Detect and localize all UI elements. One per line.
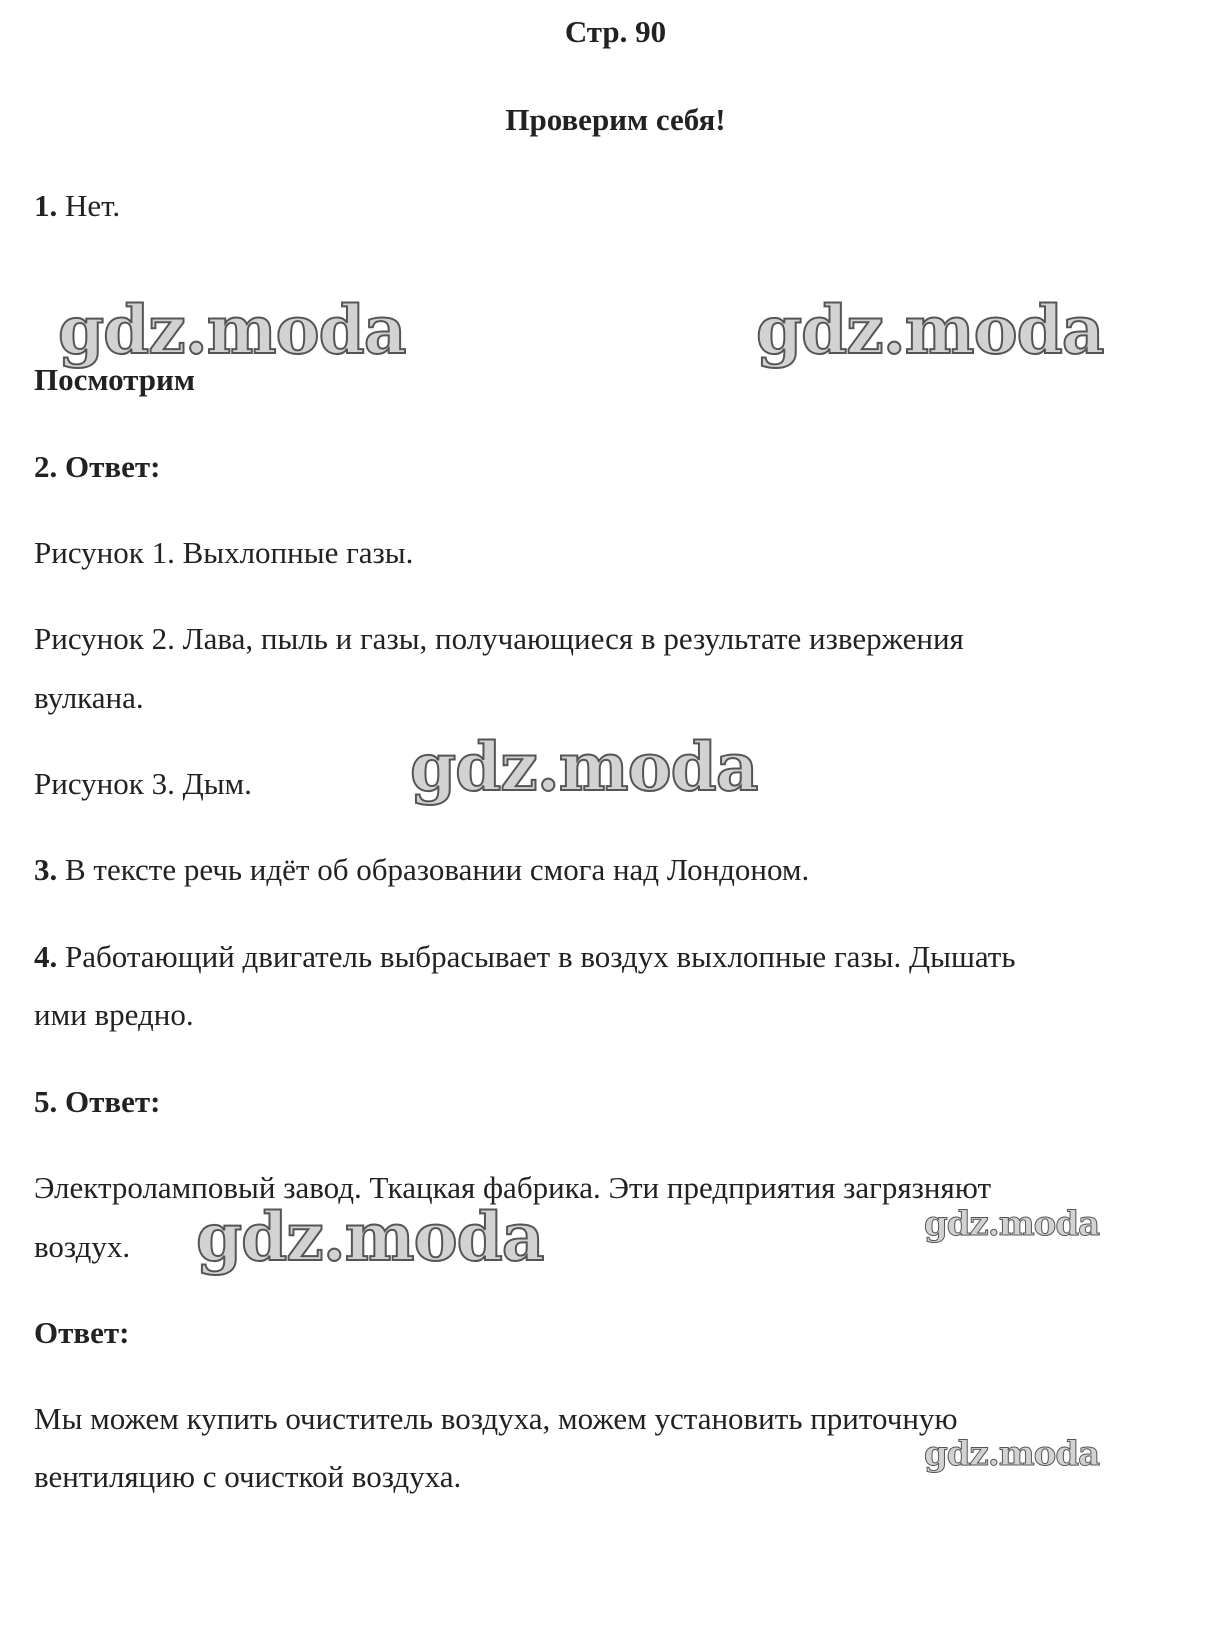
watermark-logo: gdz.moda — [756, 291, 1104, 369]
picture-3-answer: Рисунок 3. Дым. — [34, 766, 252, 801]
question-2-heading: 2. Ответ: — [34, 449, 161, 484]
watermark-logo: gdz.moda — [924, 1434, 1100, 1474]
picture-1-answer: Рисунок 1. Выхлопные газы. — [34, 535, 414, 570]
section-title: Проверим себя! — [505, 102, 726, 137]
question-number: 1. — [34, 188, 58, 223]
question-5-heading: 5. Ответ: — [34, 1084, 161, 1119]
question-1 — [34, 188, 120, 224]
question-3 — [34, 852, 809, 888]
watermark-logo: gdz.moda — [196, 1198, 544, 1276]
answer-text: В тексте речь идёт об образовании смога над Лондоном. — [65, 852, 810, 887]
question-4-line-1 — [34, 939, 1015, 975]
picture-2-answer-line-2: вулкана. — [34, 680, 144, 715]
question-4-line-2: ими вредно. — [34, 997, 194, 1032]
answer-text: Работающий двигатель выбрасывает в воздух выхлопные газы. Дышать — [65, 939, 1016, 974]
question-5-line-2: воздух. — [34, 1229, 131, 1264]
answer-line-2: вентиляцию с очисткой воздуха. — [34, 1459, 462, 1494]
page-header: Стр. 90 — [564, 14, 667, 49]
question-number: 3. — [34, 852, 58, 887]
watermark-logo: gdz.moda — [924, 1204, 1100, 1244]
answer-line-1: Мы можем купить очиститель воздуха, можем установить приточную — [34, 1401, 958, 1436]
answer-heading: Ответ: — [34, 1315, 130, 1350]
question-number: 4. — [34, 939, 58, 974]
question-5-line-1: Электроламповый завод. Ткацкая фабрика. Эти предприятия загрязняют — [34, 1170, 992, 1205]
answer-text: Нет. — [65, 188, 121, 223]
watermark-logo: gdz.moda — [58, 291, 406, 369]
watermark-logo: gdz.moda — [410, 728, 758, 806]
picture-2-answer-line-1: Рисунок 2. Лава, пыль и газы, получающиеся в результате извержения — [34, 621, 964, 656]
subsection-title: Посмотрим — [34, 362, 195, 397]
